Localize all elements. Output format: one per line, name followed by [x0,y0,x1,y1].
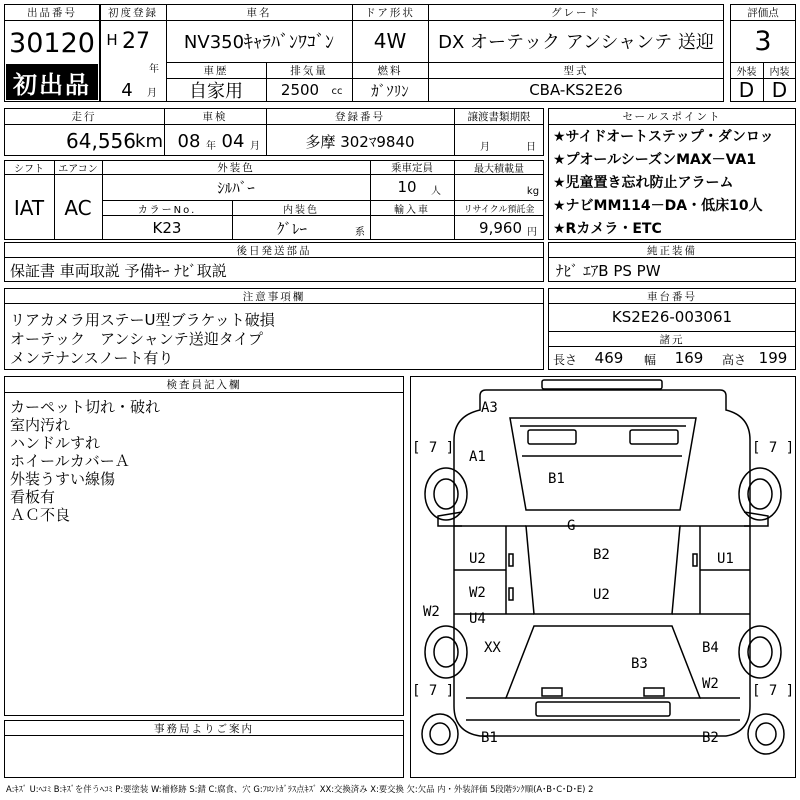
fuel: ｶﾞｿﾘﾝ [371,81,409,100]
rear-bumper-outline [536,702,670,716]
transfer-day-unit: 日 [526,141,536,152]
height-value: 199 [758,349,788,367]
first-reg-era: H [106,31,118,49]
width-label: 幅 [643,352,656,367]
damage-code: U2 [593,587,610,603]
color-no: K23 [152,219,182,237]
car-name: NV350ｷｬﾗﾊﾞﾝﾜｺﾞﾝ [183,32,335,53]
inspector-line: ホイールカバーＡ [10,452,130,470]
displacement: 2500 [280,81,320,99]
max-load-label: 最大積載量 [474,164,524,174]
damage-code: B3 [631,656,648,672]
ext-color: ｼﾙﾊﾞｰ [217,178,255,197]
damage-code: A3 [481,400,498,416]
interior-label: 内装 [769,67,790,78]
parts-later-value: 保証書 車両取説 予備ｷｰ ﾅﾋﾞ取説 [10,262,227,280]
transfer-month-unit: 月 [480,141,490,152]
inspector-label: 検査員記入欄 [166,379,242,391]
length-value: 469 [594,349,624,367]
grade: DX オーテック アンシャンテ 送迎 [438,32,714,53]
first-reg-month: 4 [121,80,133,100]
inspection-year-unit: 年 [206,140,216,151]
damage-code: B2 [593,547,610,563]
mileage-unit: km [135,130,163,152]
capacity-unit: 人 [431,185,441,196]
first-listing-badge-text: 初出品 [13,70,91,99]
max-load-unit: kg [526,185,540,197]
rear-left-tire [425,626,467,678]
fuel-label: 燃料 [377,65,403,77]
model-label: 型式 [563,65,589,77]
rear-glass-outline [506,626,700,698]
chassis-number: KS2E26-003061 [611,308,733,326]
recycle-fee: 9,960 [479,219,522,237]
equipment-value: ﾅﾋﾞ ｴｱB PS PW [556,262,661,280]
tire-tread-rear-left: [ 7 ] [412,683,455,699]
grade-label: グレード [551,7,601,19]
sales-points-label: セールスポイント [622,111,722,123]
front-right-tire [739,468,781,520]
sales-point-item: ★プオールシーズンMAX－VA1 [553,152,757,168]
model-code: CBA-KS2E26 [529,81,623,99]
tire-tread-front-right: [ 7 ] [752,440,795,456]
ac-label: エアコン [58,164,98,174]
int-color-label: 内装色 [283,204,319,215]
plate-number: 多摩 302ﾏ9840 [305,132,415,151]
color-no-label: カラーNo. [137,204,197,215]
ext-color-label: 外装色 [217,162,255,174]
transfer-docs-label: 譲渡書類期限 [467,111,531,123]
int-color: ｸﾞﾚｰ [276,219,307,238]
windshield-outline [510,418,696,510]
length-label: 長さ [552,352,577,367]
sales-point-item: ★ナビMM114－DA・低床10人 [553,198,763,214]
damage-code: U1 [717,551,734,567]
rear-right-tire [739,626,781,678]
ac-value: AC [64,196,92,220]
inspection-month-unit: 月 [250,140,260,151]
recycle-label: リサイクル預託金 [463,204,535,215]
sales-point-item: ★サイドオートステップ・ダンロッ [553,129,774,145]
history-label: 車歴 [203,65,229,77]
inspection-year: 08 [177,130,201,152]
inspection-label: 車検 [202,111,228,123]
note-line: オーテック アンシャンテ送迎タイプ [10,330,263,348]
inspector-line: 外装うすい線傷 [10,470,116,488]
parts-later-label: 後日発送部品 [236,244,312,257]
sales-point-item: ★Rカメラ・ETC [553,221,662,237]
chassis-label: 車台番号 [647,290,697,303]
dims-label: 諸元 [659,333,685,346]
inspector-line: ＡＣ不良 [10,506,71,524]
lot-label: 出品番号 [27,7,77,19]
inspection-month: 04 [221,130,245,152]
damage-code: U4 [469,611,486,627]
displacement-unit: cc [331,85,343,97]
interior-score: D [771,79,788,101]
score-label: 評価点 [747,7,779,19]
damage-code: A1 [469,449,486,465]
door-type: 4W [373,29,407,53]
front-left-tire [425,468,467,520]
capacity: 10 [397,178,417,196]
spare-tire-left [422,714,458,754]
tire-tread-front-left: [ 7 ] [412,440,455,456]
first-reg-year-unit: 年 [149,63,159,74]
height-label: 高さ [721,352,746,367]
notes-label: 注意事項欄 [242,290,306,303]
equipment-label: 純正装備 [647,244,697,257]
shift-value: IAT [13,196,45,220]
damage-legend: A:ｷｽﾞ U:ﾍｺﾐ B:ｷｽﾞを伴うﾍｺﾐ P:要塗装 W:補修跡 S:錆 C:腐食、穴 G:ﾌﾛﾝﾄｶﾞﾗｽ点ｷｽﾞ XX:交換済み X:要交換 欠:欠品 内・外装評価 5段階ﾗﾝｸ順(A･B･C･D･E) 2 [6,784,594,794]
note-line: リアカメラ用ステーU型ブラケット破損 [10,311,275,329]
damage-code: B4 [702,640,719,656]
inspector-line: 室内汚れ [10,416,71,434]
door-label: ドア形状 [365,7,415,19]
displacement-label: 排気量 [290,65,328,77]
spare-tire-right [748,714,784,754]
car-name-label: 車名 [246,7,272,19]
front-bumper-outline [542,380,662,389]
exterior-label: 外装 [736,67,757,78]
recycle-unit: 円 [527,226,537,237]
damage-code: U2 [469,551,486,567]
history: 自家用 [189,81,243,100]
tire-tread-rear-right: [ 7 ] [752,683,795,699]
damage-code: XX [484,640,501,656]
damage-code: B2 [702,730,719,746]
first-reg-month-unit: 月 [147,87,157,98]
damage-code: B1 [548,471,565,487]
inspector-line: カーペット切れ・破れ [10,398,161,416]
damage-code: G [567,518,576,534]
office-label: 事務局よりご案内 [154,722,254,735]
damage-code: B1 [481,730,498,746]
width-value: 169 [674,349,704,367]
int-color-unit: 系 [355,226,365,237]
damage-code: W2 [469,585,486,601]
exterior-score: D [738,79,755,101]
note-line: メンテナンスノート有り [10,349,174,367]
import-label: 輸入車 [394,204,430,215]
shift-label: シフト [14,164,44,174]
sales-point-item: ★児童置き忘れ防止アラーム [553,175,734,191]
capacity-label: 乗車定員 [391,162,433,174]
damage-code: W2 [702,676,719,692]
overall-score: 3 [754,25,772,57]
inspector-line: ハンドルすれ [10,434,101,452]
damage-code: W2 [423,604,440,620]
first-reg-year: 27 [122,28,150,54]
first-reg-label: 初度登録 [108,7,158,19]
lot-number: 30120 [9,27,95,59]
inspector-line: 看板有 [10,488,56,506]
mileage-value: 64,556 [66,129,136,153]
mileage-label: 走行 [71,111,97,123]
sales-points-list [549,126,795,239]
car-diagram [410,376,796,778]
plate-label: 登録番号 [335,111,385,123]
